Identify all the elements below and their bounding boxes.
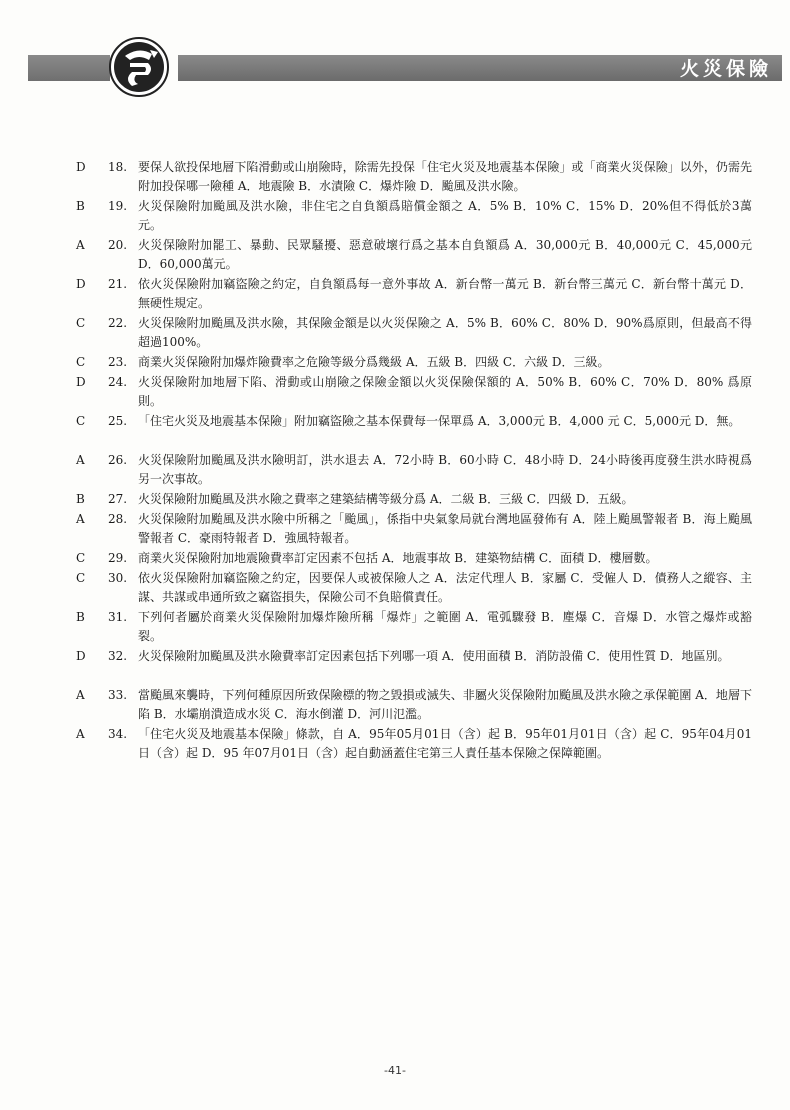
question-text: 「住宅火災及地震基本保險」附加竊盜險之基本保費每一保單爲 A．3,000元 B．4,000 元 C．5,000元 D．無。 bbox=[138, 414, 741, 428]
question-text: 火災保險附加颱風及洪水險中所稱之「颱風」，係指中央氣象局就台灣地區發佈有 A．陸上颱風警報者 B．海上颱風警報者 C．豪雨特報者 D．強風特報者。 bbox=[138, 512, 752, 545]
question-number: 18. bbox=[108, 160, 128, 174]
question-text: 依火災保險附加竊盜險之約定，因要保人或被保險人之 A．法定代理人 B．家屬 C．受僱人 D．債務人之縱容、主謀、共謀或串通所致之竊盜損失，保險公司不負賠償責任。 bbox=[138, 571, 752, 604]
question-text: 依火災保險附加竊盜險之約定，自負額爲每一意外事故 A．新台幣一萬元 B．新台幣三萬元 C．新台幣十萬元 D．無硬性規定。 bbox=[138, 277, 752, 310]
answer-key: D bbox=[76, 160, 86, 174]
question-text: 火災保險附加颱風及洪水險之費率之建築結構等級分爲 A．二級 B．三級 C．四級 D．五級。 bbox=[138, 492, 634, 506]
question-item bbox=[0, 490, 790, 510]
answer-key: C bbox=[76, 414, 86, 428]
question-number: 28. bbox=[108, 512, 128, 526]
question-number: 34. bbox=[108, 727, 128, 741]
question-number: 23. bbox=[108, 355, 128, 369]
answer-key: A bbox=[76, 688, 85, 702]
question-list bbox=[0, 158, 790, 764]
question-number: 25. bbox=[108, 414, 128, 428]
answer-key: D bbox=[76, 375, 86, 389]
question-number: 29. bbox=[108, 551, 128, 565]
question-item bbox=[0, 451, 790, 490]
question-item bbox=[0, 686, 790, 725]
question-number: 30. bbox=[108, 571, 128, 585]
question-item bbox=[0, 608, 790, 647]
answer-key: C bbox=[76, 571, 86, 585]
question-item bbox=[0, 314, 790, 353]
question-item bbox=[0, 569, 790, 608]
page-number: -41- bbox=[384, 1064, 406, 1077]
answer-key: B bbox=[76, 199, 85, 213]
question-text: 火災保險附加颱風及洪水險，其保險金額是以火災保險之 A．5% B．60% C．80% D．90%爲原則，但最高不得超過100%。 bbox=[138, 316, 752, 349]
chapter-title: 火災保險 bbox=[679, 58, 772, 80]
question-number: 27. bbox=[108, 492, 128, 506]
question-item bbox=[0, 412, 790, 451]
question-number: 21. bbox=[108, 277, 128, 291]
question-text: 商業火災保險附加爆炸險費率之危險等級分爲幾級 A．五級 B．四級 C．六級 D．三級。 bbox=[138, 355, 610, 369]
question-item bbox=[0, 373, 790, 412]
question-item bbox=[0, 510, 790, 549]
question-text: 當颱風來襲時，下列何種原因所致保險標的物之毀損或滅失、非屬火災保險附加颱風及洪水險之承保範圍 A．地層下陷 B．水壩崩潰造成水災 C．海水倒灌 D．河川氾濫。 bbox=[138, 688, 752, 721]
answer-key: A bbox=[76, 238, 85, 252]
question-item bbox=[0, 647, 790, 686]
answer-key: C bbox=[76, 316, 86, 330]
answer-key: C bbox=[76, 355, 86, 369]
question-text: 下列何者屬於商業火災保險附加爆炸險所稱「爆炸」之範圍 A．電弧驟發 B．塵爆 C．音爆 D．水管之爆炸或豁裂。 bbox=[138, 610, 752, 643]
header-bar-left bbox=[28, 55, 110, 81]
question-text: 火災保險附加颱風及洪水險費率訂定因素包括下列哪一項 A．使用面積 B．消防設備 C．使用性質 D．地區別。 bbox=[138, 649, 730, 663]
question-text: 火災保險附加地層下陷、滑動或山崩險之保險金額以火災保險保額的 A．50% B．60% C．70% D．80% 爲原則。 bbox=[138, 375, 752, 408]
answer-key: C bbox=[76, 551, 86, 565]
question-item bbox=[0, 353, 790, 373]
question-text: 火災保險附加颱風及洪水險明訂，洪水退去 A．72小時 B．60小時 C．48小時 D．24小時後再度發生洪水時視爲另一次事故。 bbox=[138, 453, 752, 486]
publisher-logo-icon bbox=[108, 36, 170, 98]
question-item bbox=[0, 158, 790, 197]
question-item bbox=[0, 725, 790, 764]
question-number: 26. bbox=[108, 453, 128, 467]
answer-key: A bbox=[76, 512, 85, 526]
question-text: 火災保險附加罷工、暴動、民眾騷擾、惡意破壞行爲之基本自負額爲 A．30,000元 B．40,000元 C．45,000元 D．60,000萬元。 bbox=[138, 238, 752, 271]
answer-key: B bbox=[76, 610, 85, 624]
question-number: 24. bbox=[108, 375, 128, 389]
question-text: 火災保險附加颱風及洪水險，非住宅之自負額爲賠償金額之 A．5% B．10% C．15% D．20%但不得低於3萬元。 bbox=[138, 199, 752, 232]
question-item bbox=[0, 197, 790, 236]
question-number: 31. bbox=[108, 610, 128, 624]
question-number: 32. bbox=[108, 649, 128, 663]
answer-key: D bbox=[76, 649, 86, 663]
question-text: 要保人欲投保地層下陷滑動或山崩險時，除需先投保「住宅火災及地震基本保險」或「商業火災保險」以外，仍需先附加投保哪一險種 A．地震險 B．水漬險 C．爆炸險 D．颱風及洪水險。 bbox=[138, 160, 752, 193]
answer-key: D bbox=[76, 277, 86, 291]
question-text: 商業火災保險附加地震險費率訂定因素不包括 A．地震事故 B．建築物結構 C．面積 D．樓層數。 bbox=[138, 551, 658, 565]
question-number: 33. bbox=[108, 688, 128, 702]
question-item bbox=[0, 549, 790, 569]
answer-key: A bbox=[76, 727, 85, 741]
page-header bbox=[0, 0, 790, 110]
answer-key: A bbox=[76, 453, 85, 467]
question-text: 「住宅火災及地震基本保險」條款，自 A．95年05月01日（含）起 B．95年01月01日（含）起 C．95年04月01 日（含）起 D．95 年07月01日（含）起自動涵蓋住宅第三人責任基本保險之保障範圍。 bbox=[138, 727, 752, 760]
question-number: 19. bbox=[108, 199, 128, 213]
question-item bbox=[0, 275, 790, 314]
question-number: 22. bbox=[108, 316, 128, 330]
answer-key: B bbox=[76, 492, 85, 506]
question-item bbox=[0, 236, 790, 275]
question-number: 20. bbox=[108, 238, 128, 252]
